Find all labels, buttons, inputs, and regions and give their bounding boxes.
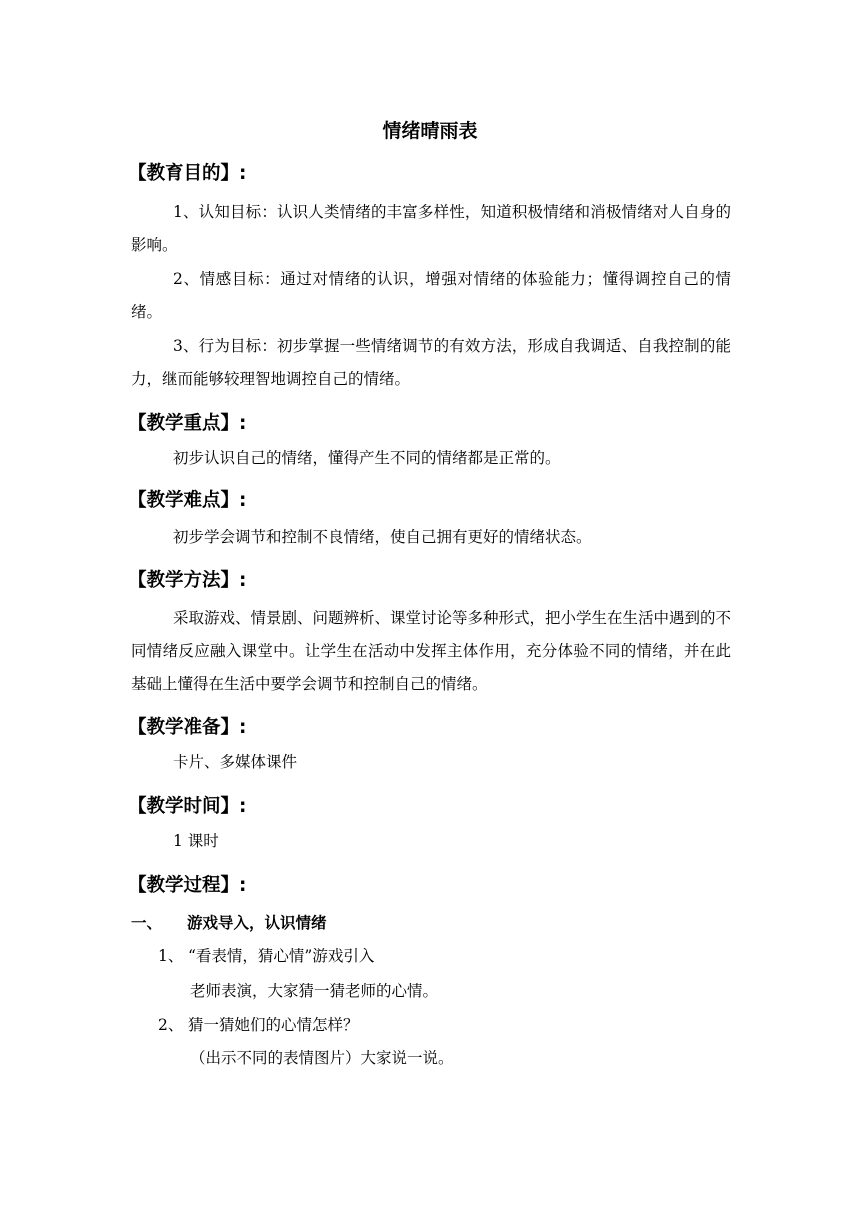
methods-text: 采取游戏、情景剧、问题辨析、课堂讨论等多种形式，把小学生在生活中遇到的不同情绪反应融入课堂中。让学生在活动中发挥主体作用，充分体验不同的情绪，并在此基础上懂得在生活中要学会调节和控制自己的情绪。 (131, 609, 732, 693)
step-2-text: （出示不同的表情图片）大家说一说。 (190, 1049, 454, 1067)
heading-key-points: 【教学重点】: (128, 413, 247, 434)
process-step-2 (158, 1013, 359, 1035)
goal-3: 3、行为目标：初步掌握一些情绪调节的有效方法，形成自我调适、自我控制的能力，继而能够较理智地调控自己的情绪。 (131, 337, 731, 388)
step-title: “看表情，猜心情”游戏引入 (188, 947, 375, 965)
heading-goals: 【教育目的】: (128, 163, 247, 184)
part-title: 游戏导入，认识情绪 (187, 914, 327, 932)
step-title: 猜一猜她们的心情怎样？ (188, 1016, 359, 1034)
key-points-text: 初步认识自己的情绪，懂得产生不同的情绪都是正常的。 (173, 449, 561, 467)
heading-time: 【教学时间】: (128, 796, 247, 817)
heading-difficulties: 【教学难点】: (128, 490, 247, 511)
part-number: 一、 (131, 914, 163, 932)
process-step-1 (158, 944, 374, 966)
difficulties-text: 初步学会调节和控制不良情绪，使自己拥有更好的情绪状态。 (173, 528, 592, 546)
heading-process: 【教学过程】: (128, 875, 247, 896)
time-text: 1 课时 (173, 832, 219, 850)
process-part-1 (131, 911, 327, 933)
step-number: 2、 (158, 1016, 184, 1034)
preparation-text: 卡片、多媒体课件 (173, 753, 298, 771)
heading-preparation: 【教学准备】: (128, 717, 247, 738)
goal-2: 2、情感目标：通过对情绪的认识，增强对情绪的体验能力；懂得调控自己的情绪。 (131, 270, 731, 321)
step-number: 1、 (158, 947, 184, 965)
heading-methods: 【教学方法】: (128, 570, 247, 591)
goal-1: 1、认知目标：认识人类情绪的丰富多样性，知道积极情绪和消极情绪对人自身的影响。 (131, 203, 731, 254)
document-title: 情绪晴雨表 (382, 120, 478, 142)
step-1-text: 老师表演，大家猜一猜老师的心情。 (190, 982, 439, 1000)
